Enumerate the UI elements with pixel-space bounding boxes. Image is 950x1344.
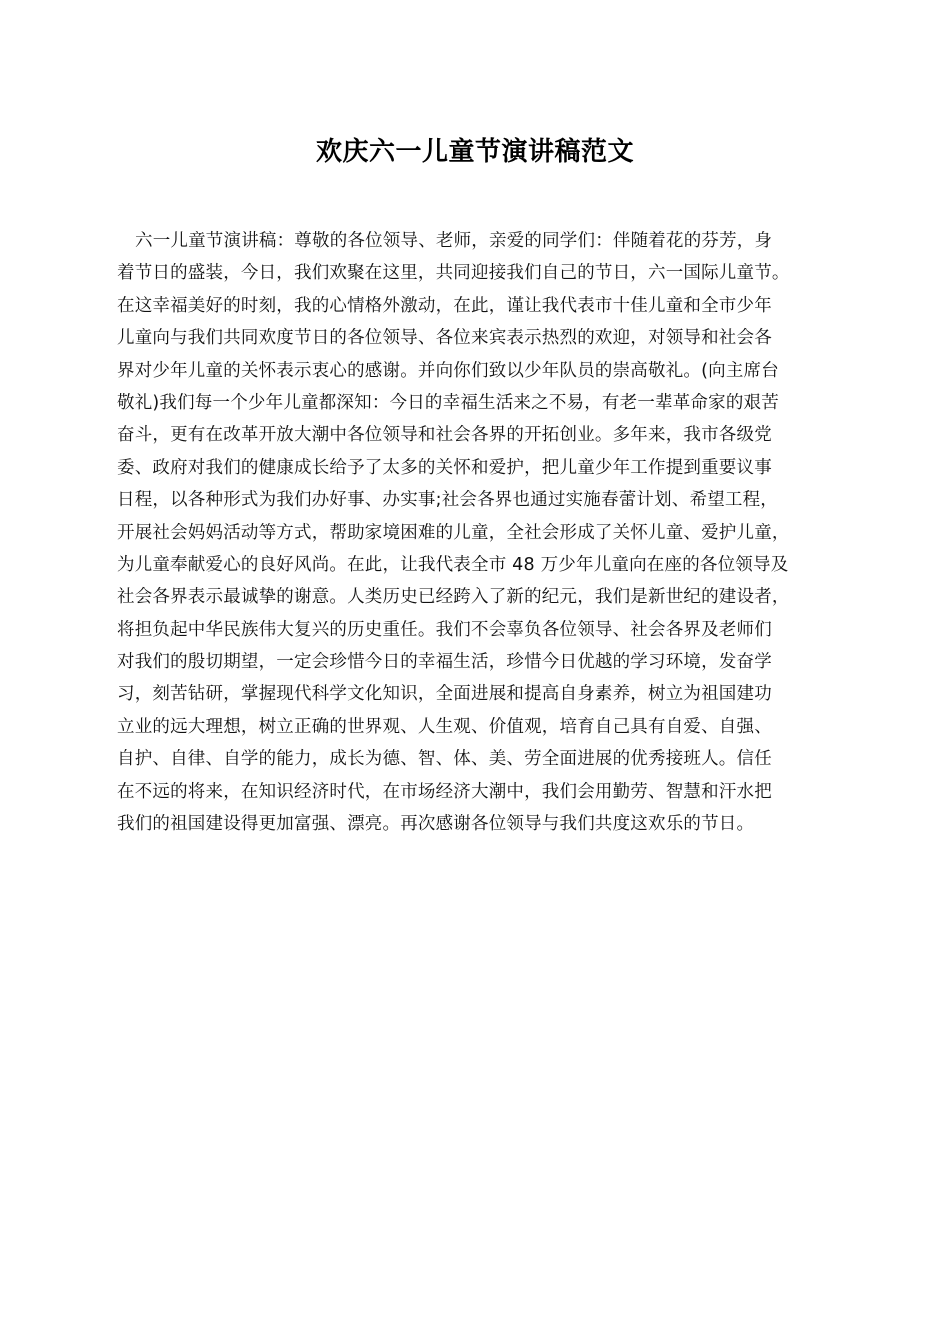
body-line: 奋斗，更有在改革开放大潮中各位领导和社会各界的开拓创业。多年来，我市各级党 — [117, 425, 772, 446]
body-line: 为儿童奉献爱心的良好风尚。在此，让我代表全市 48 万少年儿童向在座的各位领导及 — [117, 554, 789, 575]
body-line: 社会各界表示最诚挚的谢意。人类历史已经跨入了新的纪元，我们是新世纪的建设者， — [117, 587, 790, 608]
body-line: 在不远的将来，在知识经济时代，在市场经济大潮中，我们会用勤劳、智慧和汗水把 — [117, 781, 772, 802]
body-line: 自护、自律、自学的能力，成长为德、智、体、美、劳全面进展的优秀接班人。信任 — [117, 749, 772, 770]
body-line: 我们的祖国建设得更加富强、漂亮。再次感谢各位领导与我们共度这欢乐的节日。 — [117, 814, 755, 835]
body-line: 在这幸福美好的时刻，我的心情格外激动，在此，谨让我代表市十佳儿童和全市少年 — [117, 295, 772, 316]
body-line: 日程，以各种形式为我们办好事、办实事;社会各界也通过实施春蕾计划、希望工程， — [117, 490, 778, 511]
body-line: 敬礼)我们每一个少年儿童都深知：今日的幸福生活来之不易，有老一辈革命家的艰苦 — [117, 392, 779, 413]
body-line: 立业的远大理想，树立正确的世界观、人生观、价值观，培育自己具有自爱、自强、 — [117, 716, 772, 737]
body-line: 将担负起中华民族伟大复兴的历史重任。我们不会辜负各位领导、社会各界及老师们 — [117, 619, 772, 640]
body-line: 着节日的盛装，今日，我们欢聚在这里，共同迎接我们自己的节日，六一国际儿童节。 — [117, 263, 790, 284]
body-line: 六一儿童节演讲稿：尊敬的各位领导、老师，亲爱的同学们：伴随着花的芬芳，身 — [135, 231, 773, 251]
body-line: 儿童向与我们共同欢度节日的各位领导、各位来宾表示热烈的欢迎，对领导和社会各 — [117, 328, 772, 349]
body-line: 习，刻苦钻研，掌握现代科学文化知识，全面进展和提高自身素养，树立为祖国建功 — [117, 684, 772, 705]
body-line: 对我们的殷切期望，一定会珍惜今日的幸福生活，珍惜今日优越的学习环境，发奋学 — [117, 652, 772, 673]
body-line: 委、政府对我们的健康成长给予了太多的关怀和爱护，把儿童少年工作提到重要议事 — [117, 457, 772, 478]
document-body — [117, 225, 842, 840]
document-title: 欢庆六一儿童节演讲稿范文 — [315, 137, 634, 167]
body-line: 开展社会妈妈活动等方式，帮助家境困难的儿童，全社会形成了关怀儿童、爱护儿童， — [117, 522, 790, 543]
body-line: 界对少年儿童的关怀表示衷心的感谢。并向你们致以少年队员的崇高敬礼。(向主席台 — [117, 360, 779, 381]
